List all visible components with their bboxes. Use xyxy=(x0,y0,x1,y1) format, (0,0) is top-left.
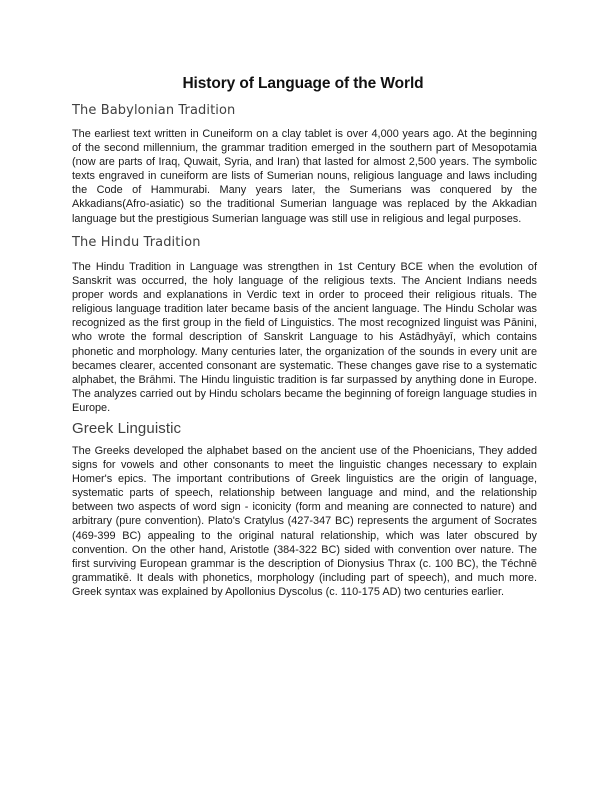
section-heading-babylonian: The Babylonian Tradition xyxy=(72,103,236,118)
section-heading-greek: Greek Linguistic xyxy=(72,420,182,437)
section-heading-hindu: The Hindu Tradition xyxy=(72,235,201,250)
section-body-hindu: The Hindu Tradition in Language was strengthen in 1st Century BCE when the evolution of Sanskrit was occurred, the holy language of the religious texts. The Ancient Indians needs proper words and explanations in Verdic text in order to proceed their religious rituals. The religious language tradition later became basis of the ancient language. The Hindu Scholar was recognized as the first group in the field of Linguistics. The most recognized linguist was Pānini, who wrote the formal description of Sanskrit Language to his Astādhyāyī, which contains phonetic and morphology. Many centuries later, the organization of the sounds in every unit are becames clearer, accented consonant are systematic. These changes gave rise to a systematic alphabet, the Brāhmi. The Hindu linguistic tradition is far surpassed by anything done in Europe. The analyzes carried out by Hindu scholars became the beginning of foreign language studies in Europe. xyxy=(72,261,537,414)
document-title: History of Language of the World xyxy=(182,75,424,92)
section-body-greek: The Greeks developed the alphabet based on the ancient use of the Phoenicians, They added signs for vowels and other consonants to meet the linguistic changes necessary to explain Homer's epics. The important contributions of Greek linguistics are the origin of language, systematic parts of speech, relationship between language and mind, and the relationship between two aspects of word sign - iconicity (form and meaning are connected to nature) and arbitrary (pure convention). Plato's Cratylus (427-347 BC) represents the argument of Socrates (469-399 BC) appealing to the original natural relationship, which was later obscured by convention. On the other hand, Aristotle (384-322 BC) sided with convention over nature. The first surviving European grammar is the description of Dionysius Thrax (c. 100 BC), the Téchnē grammatikē. It deals with phonetics, morphology (including part of speech), and much more. Greek syntax was explained by Apollonius Dyscolus (c. 110-175 AD) two centuries earlier. xyxy=(72,445,537,598)
section-body-babylonian: The earliest text written in Cuneiform on a clay tablet is over 4,000 years ago. At the beginning of the second millennium, the grammar tradition emerged in the southern part of Mesopotamia (now are parts of Iraq, Quwait, Syria, and Iran) that lasted for almost 2,500 years. The symbolic texts engraved in cuneiform are lists of Sumerian nouns, religious language and laws including the Code of Hammurabi. Many years later, the Sumerians was conquered by the Akkadians(Afro-asiatic) so the traditional Sumerian language was replaced by the Akkadian language but the prestigious Sumerian language was still use in religious and legal purposes. xyxy=(72,128,537,225)
